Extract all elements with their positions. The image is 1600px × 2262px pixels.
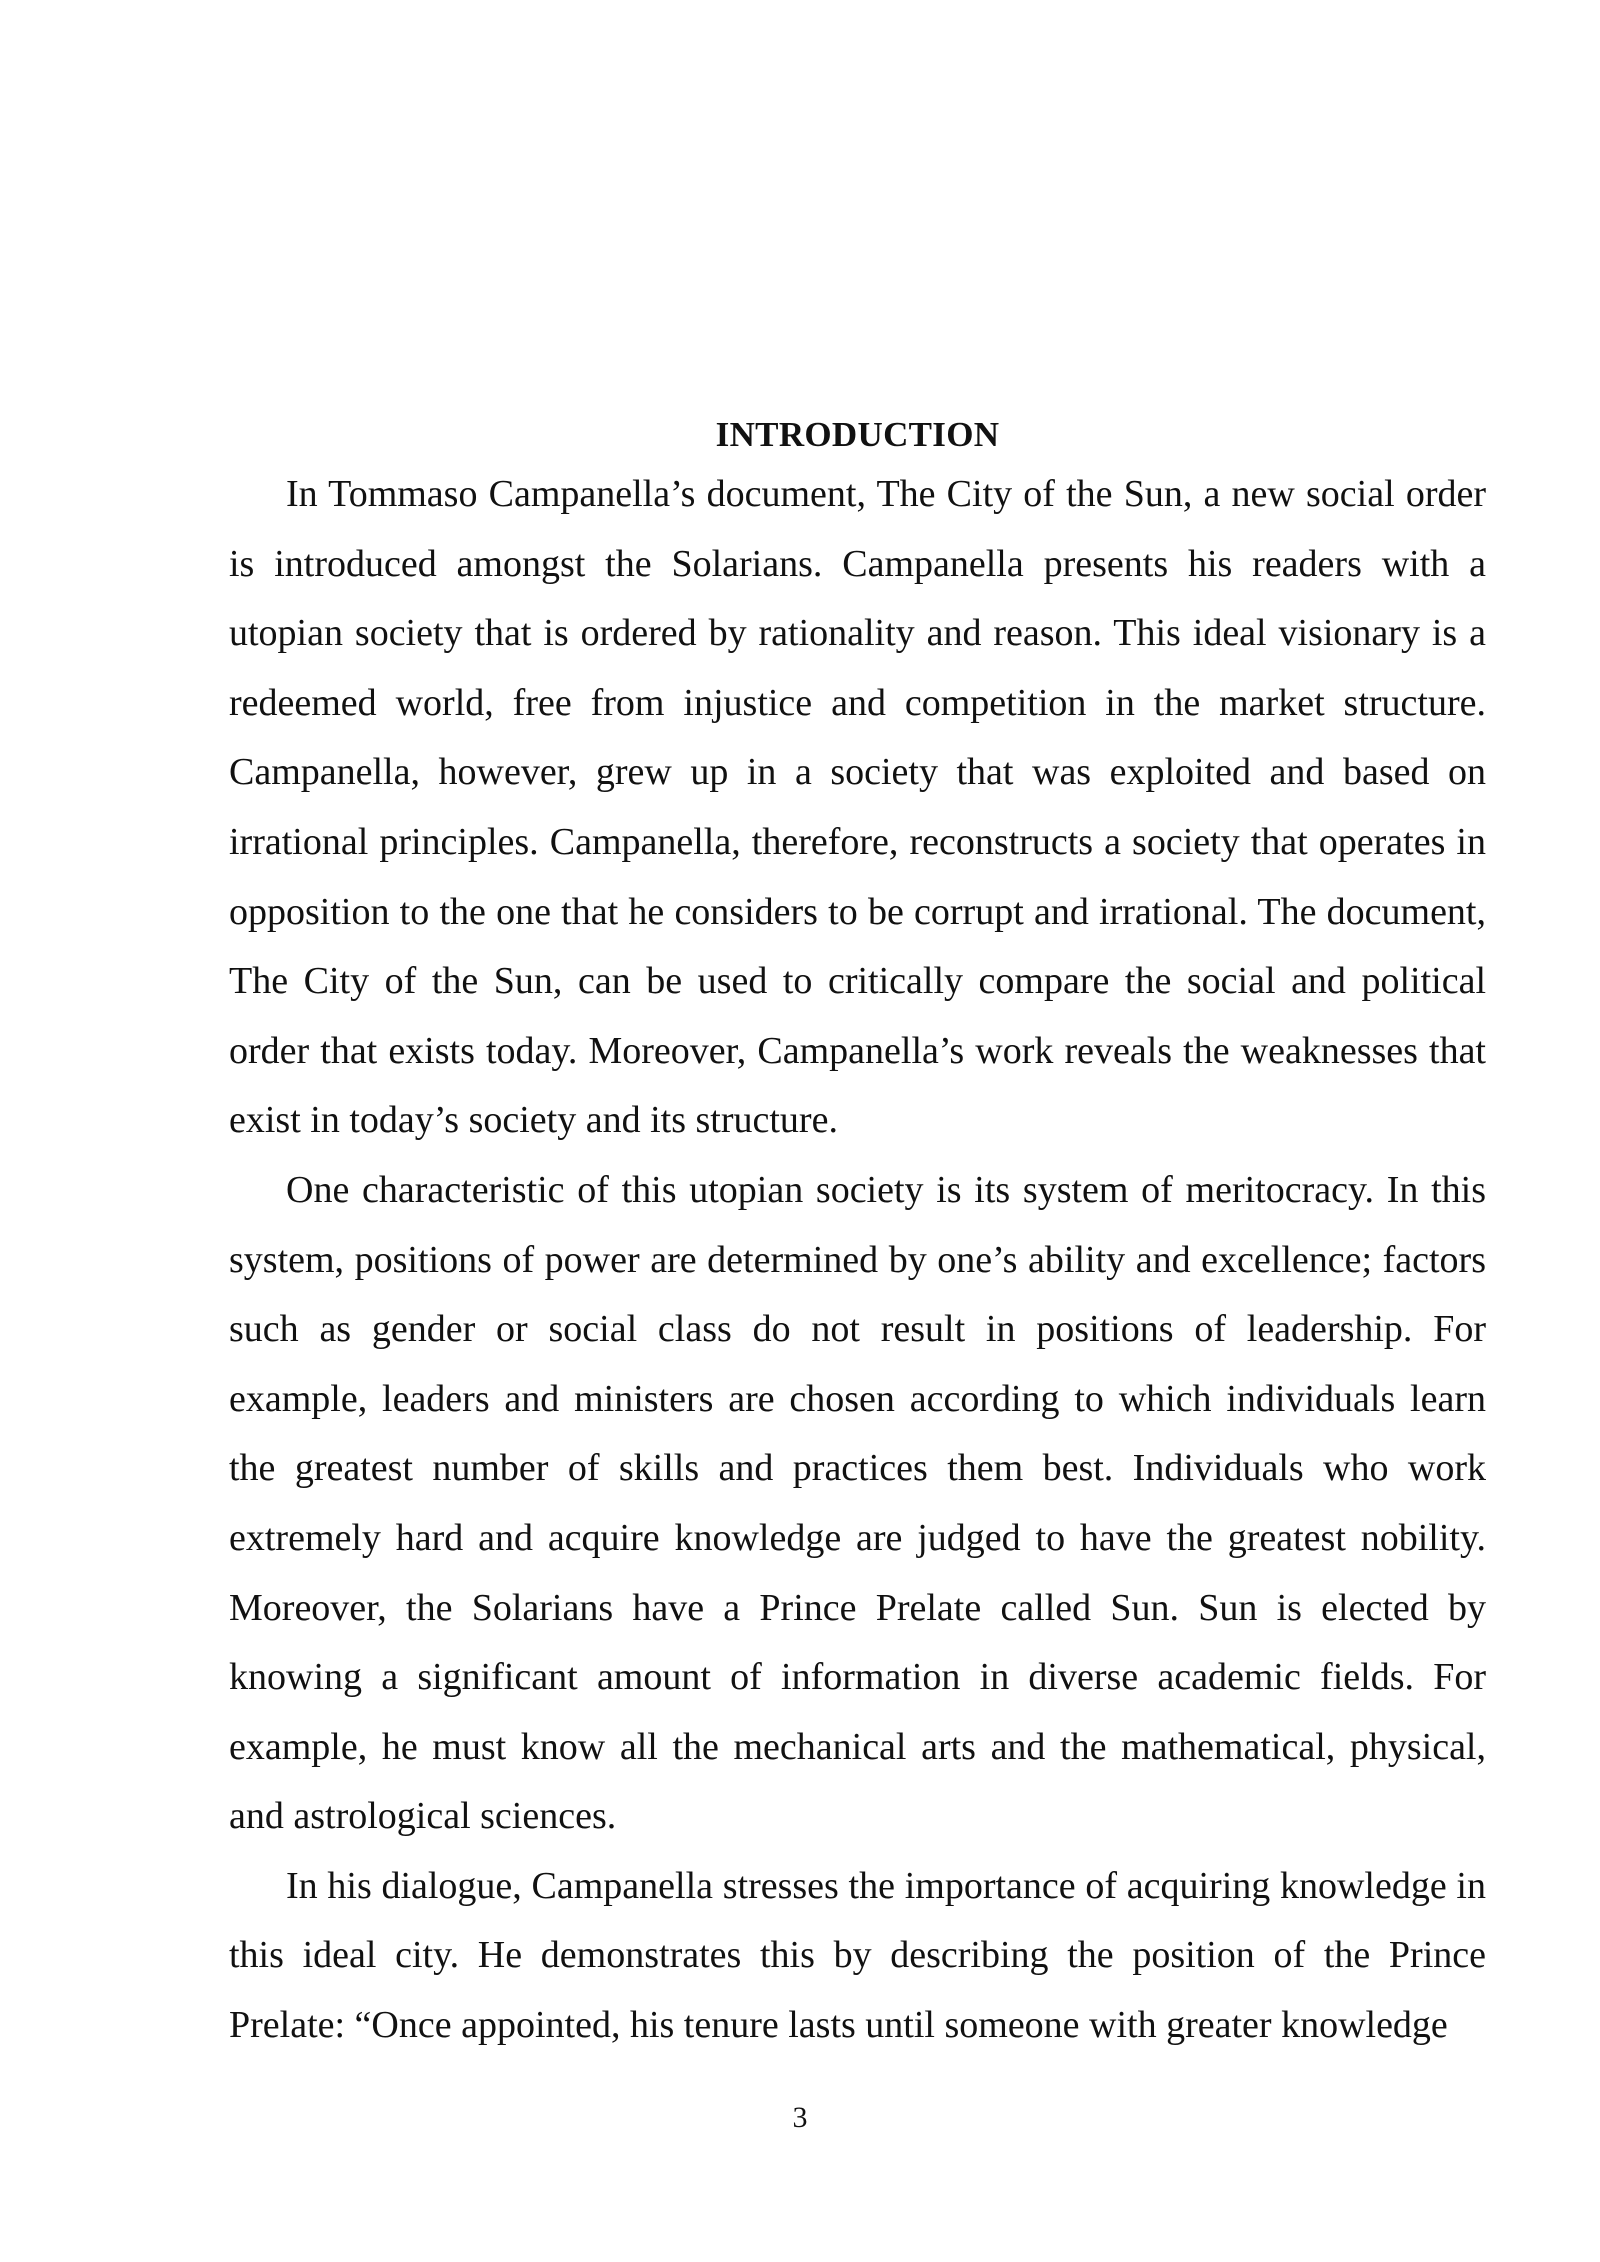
page-title: INTRODUCTION xyxy=(715,415,1000,454)
paragraph-3: In his dialogue, Campanella stresses the importance of acquiring knowledge in this ideal city. He demonstrates this by describing the position of the Prince Prelate: “Once appointed, his tenure lasts until someone with greater knowledge xyxy=(229,1864,1486,2047)
paragraph-1: In Tommaso Campanella’s document, The City of the Sun, a new social order is introduced amongst the Solarians. Campanella presents his readers with a utopian society that is ordered by rationality and reason. This ideal visionary is a redeemed world, free from injustice and competition in the market structure. Campanella, however, grew up in a society that was exploited and based on irrational principles. Campanella, therefore, reconstructs a society that operates in opposition to the one that he considers to be corrupt and irrational. The document, The City of the Sun, can be used to critically compare the social and political order that exists today. Moreover, Campanella’s work reveals the weaknesses that exist in today’s society and its structure. xyxy=(229,473,1486,1142)
paragraph-2: One characteristic of this utopian society is its system of meritocracy. In this system, positions of power are determined by one’s ability and excellence; factors such as gender or social class do not result in positions of leadership. For example, leaders and ministers are chosen according to which individuals learn the greatest number of skills and practices them best. Individuals who work extremely hard and acquire knowledge are judged to have the greatest nobility. Moreover, the Solarians have a Prince Prelate called Sun. Sun is elected by knowing a significant amount of information in diverse academic fields. For example, he must know all the mechanical arts and the mathematical, physical, and astrological sciences. xyxy=(229,1168,1486,1838)
page-number: 3 xyxy=(792,2101,808,2134)
page-body xyxy=(229,410,1486,2061)
